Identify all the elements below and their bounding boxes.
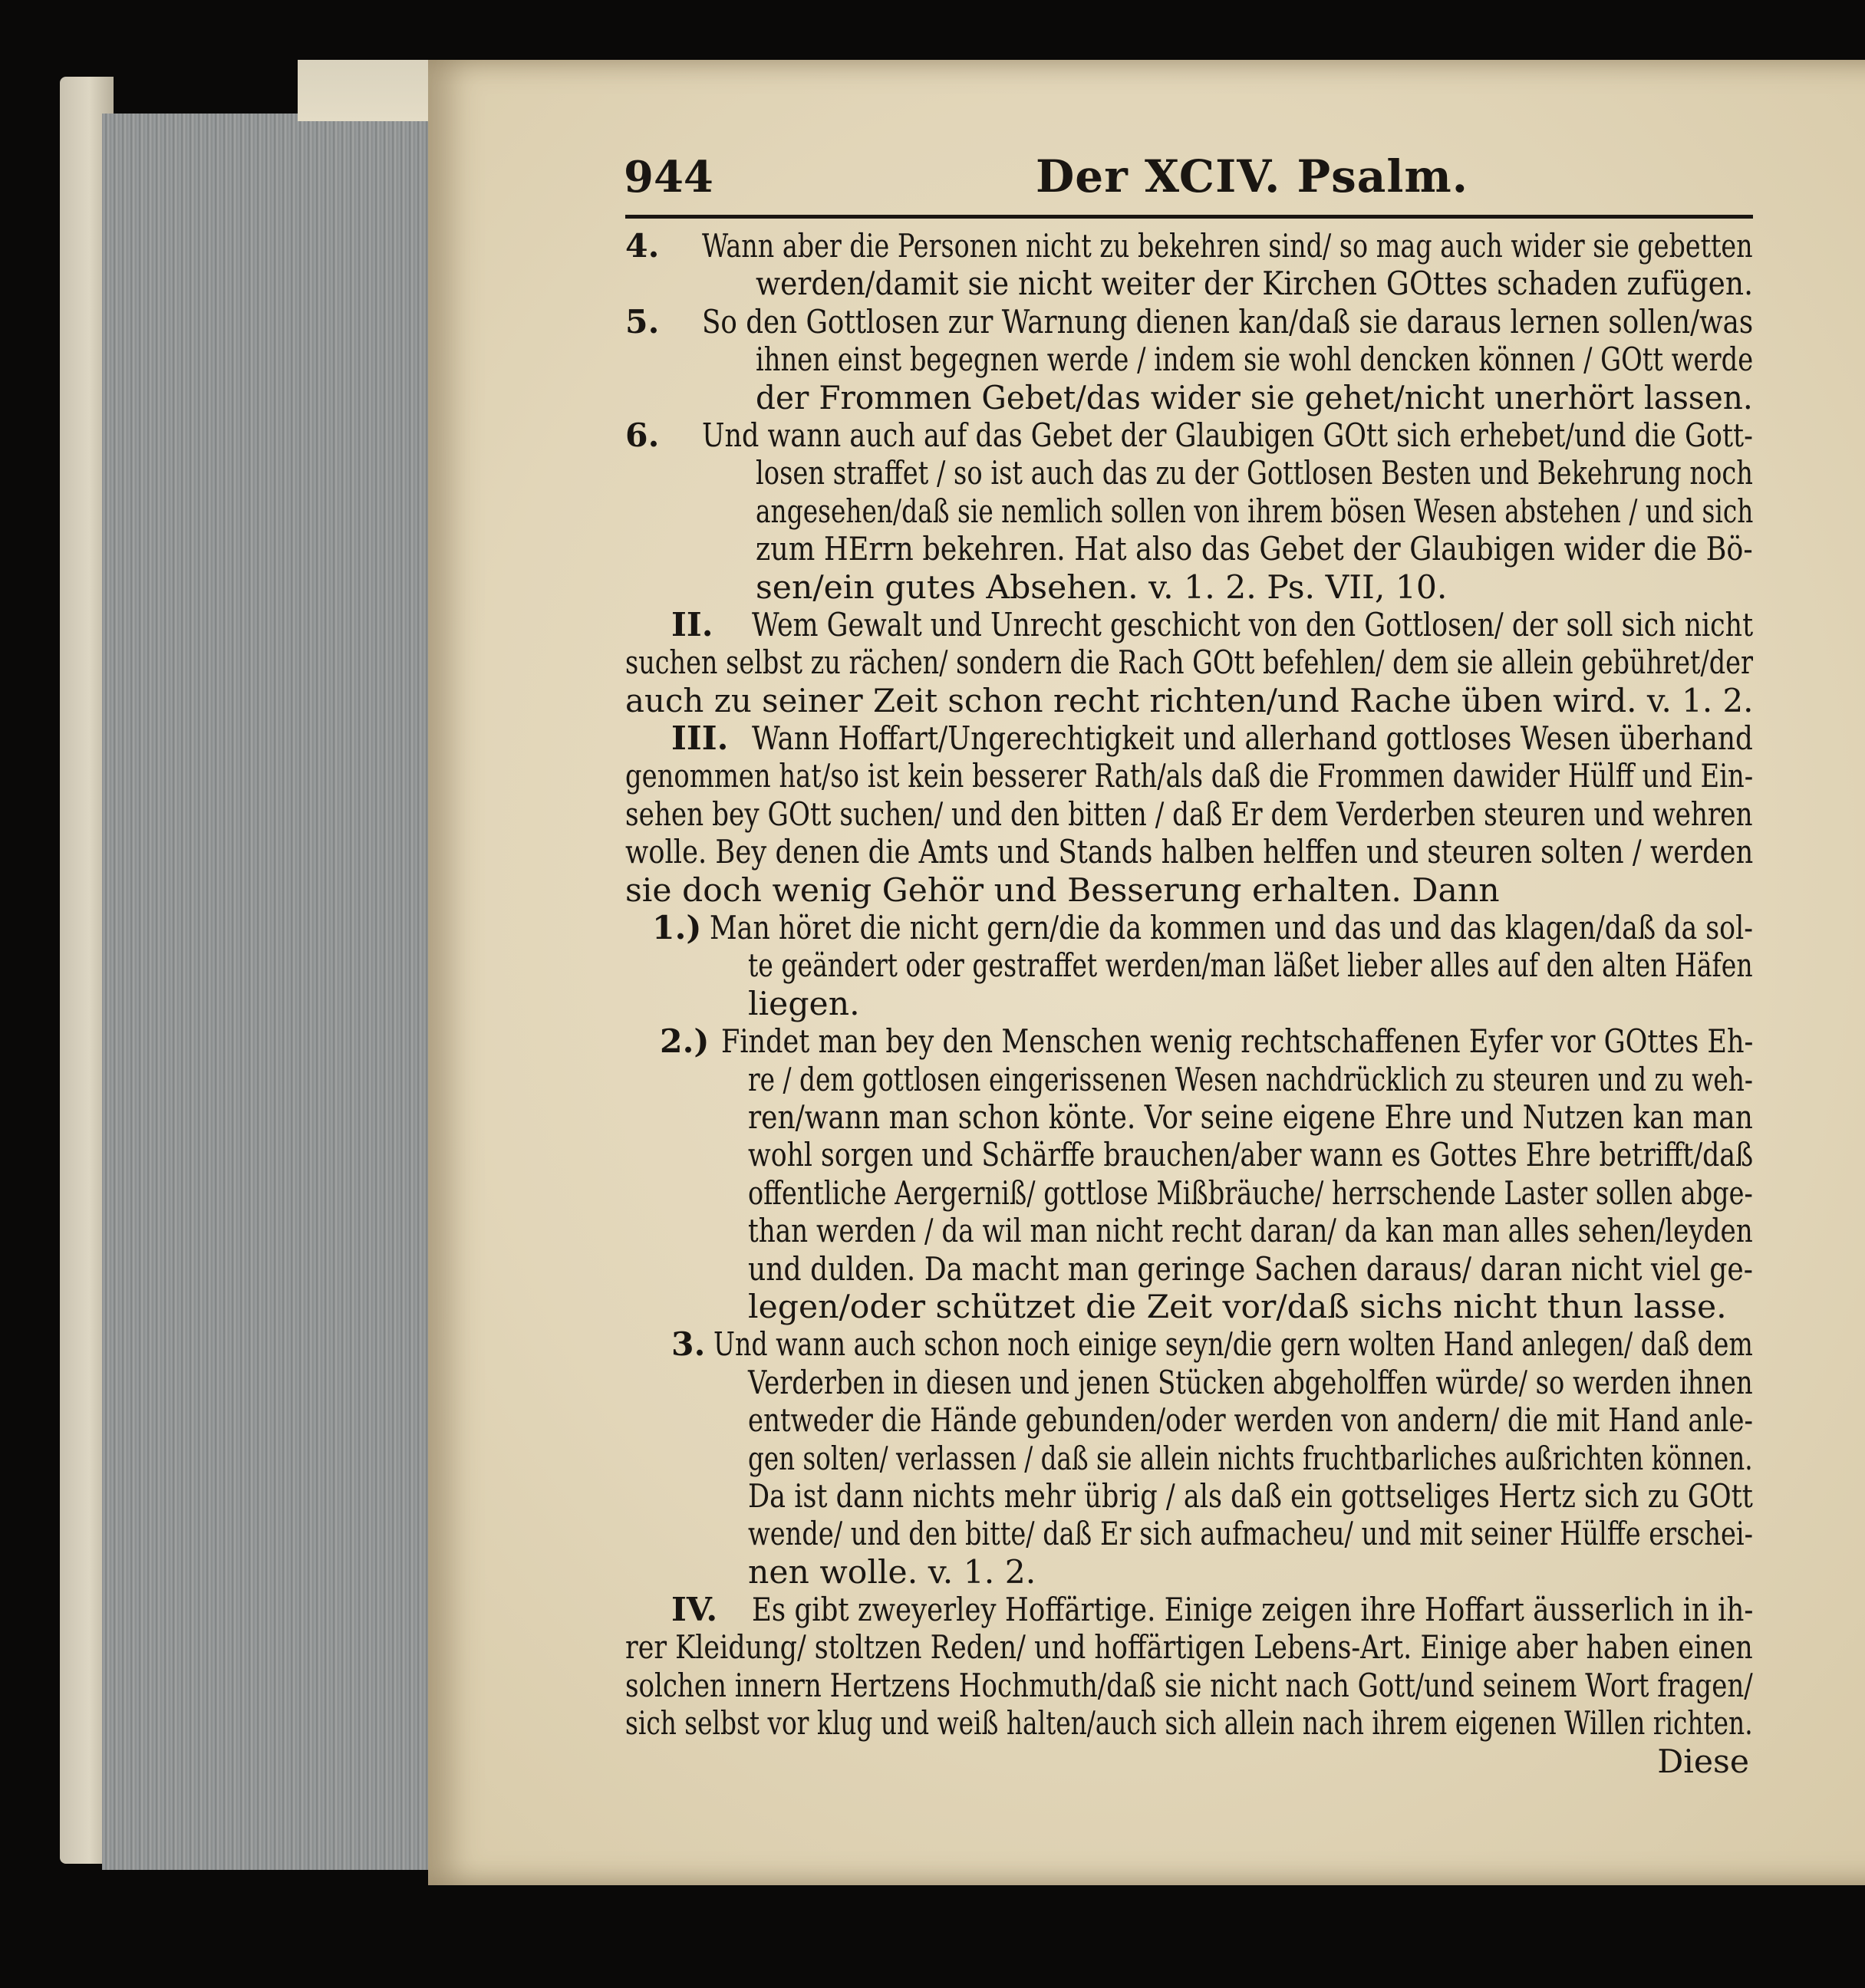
text-line [625, 1705, 1768, 1743]
line-text: ren/wann man schon könte. Vor seine eigene Ehre und Nutzen kan man [748, 1098, 1753, 1137]
body-lines [625, 228, 1768, 1743]
text-line [625, 531, 1768, 568]
text-line [625, 265, 1768, 303]
line-text: Und wann auch auf das Gebet der Glaubigen GOtt sich erhebet/und die Gott- [702, 416, 1753, 455]
item-number: 3. [671, 1326, 706, 1364]
line-text: Verderben in diesen und jenen Stücken abgeholffen würde/ so werden ihnen [748, 1364, 1753, 1402]
line-text: sehen bey GOtt suchen/ und den bitten / daß Er dem Verderben steuren und wehren [625, 795, 1753, 834]
text-line [625, 1175, 1768, 1213]
line-text: Da ist dann nichts mehr übrig / als daß ein gottseliges Hertz sich zu GOtt [748, 1477, 1753, 1516]
catchword: Diese [1657, 1743, 1749, 1781]
line-text: solchen innern Hertzens Hochmuth/daß sie nicht nach Gott/und seinem Wort fragen/ [625, 1667, 1753, 1705]
text-line [625, 1591, 1768, 1629]
line-text: sich selbst vor klug und weiß halten/auch sich allein nach ihrem eigenen Willen richten. [625, 1705, 1753, 1743]
text-line [625, 607, 1768, 644]
text-line [625, 380, 1768, 417]
text-line [625, 683, 1768, 720]
text-line [625, 1099, 1768, 1137]
item-number: 6. [625, 416, 660, 455]
line-text: Man höret die nicht gern/die da kommen und das und das klagen/daß da sol- [710, 910, 1754, 948]
item-number: 1.) [652, 910, 702, 948]
line-text: sen/ein gutes Absehen. v. 1. 2. Ps. VII, 10. [756, 568, 1448, 607]
line-text: offentliche Aergerniß/ gottlose Mißbräuche/ herrschende Laster sollen abge- [748, 1174, 1753, 1213]
line-text: wende/ und den bitte/ daß Er sich aufmacheu/ und mit seiner Hülffe erschei- [748, 1516, 1753, 1554]
text-line [625, 493, 1768, 531]
text-line [625, 1629, 1768, 1667]
line-text: auch zu seiner Zeit schon recht richten/und Rache üben wird. v. 1. 2. [625, 682, 1754, 720]
text-line [625, 1516, 1768, 1553]
text-line [625, 569, 1768, 607]
text-line [625, 1251, 1768, 1289]
line-text: liegen. [748, 985, 860, 1023]
text-line [625, 986, 1768, 1023]
text-line [625, 417, 1768, 455]
text-line [625, 1023, 1768, 1061]
line-text: der Frommen Gebet/das wider sie gehet/nicht unerhört lassen. [756, 379, 1753, 417]
line-text: zum HErrn bekehren. Hat also das Gebet der Glaubigen wider die Bö- [756, 531, 1753, 569]
line-text: wohl sorgen und Schärffe brauchen/aber wann es Gottes Ehre betrifft/daß [748, 1137, 1754, 1175]
text-line [625, 644, 1768, 682]
text-line [625, 341, 1768, 379]
text-line [625, 1667, 1768, 1705]
item-number: III. [671, 720, 729, 759]
line-text: te geändert oder gestraffet werden/man läßet lieber alles auf den alten Häfen [748, 947, 1753, 986]
line-text: gen solten/ verlassen / daß sie allein nichts fruchtbarliches außrichten können. [748, 1440, 1753, 1478]
header-title: Der XCIV. Psalm. [1036, 150, 1468, 202]
text-block [625, 146, 1768, 1781]
line-text: angesehen/daß sie nemlich sollen von ihrem bösen Wesen abstehen / und sich [756, 492, 1754, 531]
line-text: So den Gottlosen zur Warnung dienen kan/daß sie daraus lernen sollen/was [702, 303, 1754, 341]
text-line [625, 1364, 1768, 1402]
page-number: 944 [624, 152, 713, 202]
line-text: Wann aber die Personen nicht zu bekehren sind/ so mag auch wider sie gebetten [702, 228, 1753, 265]
text-line [625, 1326, 1768, 1364]
text-line [625, 1478, 1768, 1516]
line-text: rer Kleidung/ stoltzen Reden/ und hoffärtigen Lebens-Art. Einige aber haben einen [625, 1629, 1753, 1667]
line-text: losen straffet / so ist auch das zu der Gottlosen Besten und Bekehrung noch [756, 455, 1753, 493]
line-text: re / dem gottlosen eingerissenen Wesen nachdrücklich zu steuren und zu weh- [748, 1061, 1753, 1099]
line-text: Wem Gewalt und Unrecht geschicht von den Gottlosen/ der soll sich nicht [752, 606, 1754, 644]
line-text: suchen selbst zu rächen/ sondern die Rach GOtt befehlen/ dem sie allein gebühret/der [625, 644, 1754, 683]
line-text: genommen hat/so ist kein besserer Rath/als daß die Frommen dawider Hülff und Ein- [625, 758, 1754, 796]
text-line [625, 228, 1768, 265]
item-number: II. [671, 606, 713, 644]
line-text: ihnen einst begegnen werde / indem sie wohl dencken können / GOtt werde [756, 341, 1754, 380]
line-text: nen wolle. v. 1. 2. [748, 1553, 1036, 1591]
item-number: IV. [671, 1591, 718, 1630]
text-line [625, 758, 1768, 795]
item-number: 4. [625, 228, 660, 265]
line-text: Und wann auch schon noch einige seyn/die gern wolten Hand anlegen/ daß dem [713, 1326, 1753, 1364]
running-head [625, 146, 1768, 215]
item-number: 5. [625, 303, 660, 341]
line-text: werden/damit sie nicht weiter der Kirchen GOttes schaden zufügen. [756, 265, 1754, 304]
item-number: 2.) [660, 1023, 710, 1061]
line-text: legen/oder schützet die Zeit vor/daß sichs nicht thun lasse. [748, 1288, 1727, 1326]
line-text: Wann Hoffart/Ungerechtigkeit und allerhand gottloses Wesen überhand [752, 720, 1753, 759]
line-text: entweder die Hände gebunden/oder werden von andern/ die mit Hand anle- [748, 1402, 1753, 1440]
line-text: Findet man bey den Menschen wenig rechtschaffenen Eyfer vor GOttes Eh- [721, 1023, 1754, 1061]
line-text: Es gibt zweyerley Hoffärtige. Einige zeigen ihre Hoffart äusserlich in ih- [752, 1591, 1754, 1630]
text-line [625, 455, 1768, 492]
text-line [625, 720, 1768, 758]
text-line [625, 910, 1768, 947]
line-text: wolle. Bey denen die Amts und Stands halben helffen und steuren solten / werden [625, 834, 1754, 872]
text-line [625, 1137, 1768, 1174]
text-line [625, 947, 1768, 985]
text-line [625, 834, 1768, 871]
line-text: und dulden. Da macht man geringe Sachen daraus/ daran nicht viel ge- [748, 1250, 1753, 1289]
line-text: than werden / da wil man nicht recht daran/ da kan man alles sehen/leyden [748, 1213, 1753, 1251]
text-line [625, 304, 1768, 341]
header-rule [625, 215, 1753, 219]
text-line [625, 872, 1768, 910]
text-line [625, 796, 1768, 834]
text-line [625, 1213, 1768, 1250]
text-line [625, 1440, 1768, 1478]
text-line [625, 1402, 1768, 1440]
text-line [625, 1061, 1768, 1099]
text-line [625, 1554, 1768, 1591]
text-line [625, 1289, 1768, 1326]
line-text: sie doch wenig Gehör und Besserung erhalten. Dann [625, 871, 1500, 910]
